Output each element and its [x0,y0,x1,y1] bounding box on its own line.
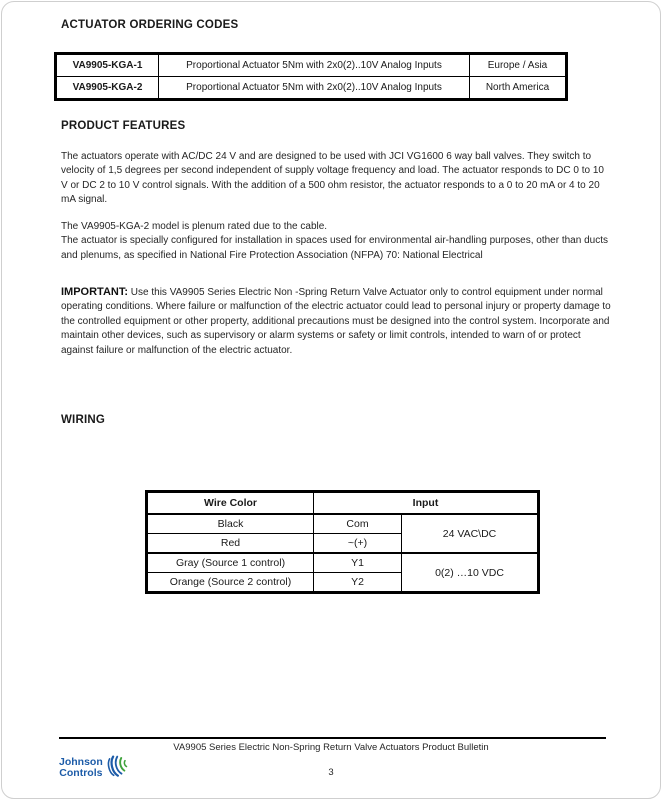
document-page [1,1,661,799]
model-region-cell: Europe / Asia [470,54,567,77]
table-row [147,514,539,534]
ordering-codes-heading: ACTUATOR ORDERING CODES [61,19,239,31]
model-description-cell: Proportional Actuator 5Nm with 2x0(2)..10V Analog Inputs [159,54,470,77]
model-description-cell: Proportional Actuator 5Nm with 2x0(2)..10V Analog Inputs [159,77,470,100]
model-code-cell: VA9905-KGA-2 [56,77,159,100]
ordering-codes-table [54,52,568,101]
plenum-rated-line: The VA9905-KGA-2 model is plenum rated due to the cable. [61,221,328,232]
model-region-cell: North America [470,77,567,100]
logo-line2: Controls [59,767,103,779]
important-label: IMPORTANT: [61,286,129,298]
table-row [147,553,539,573]
wire-color-cell: Gray (Source 1 control) [147,553,314,573]
input-header: Input [314,492,539,515]
logo-line1: Johnson [59,756,103,768]
wire-color-header: Wire Color [147,492,314,515]
features-paragraph-1: The actuators operate with AC/DC 24 V and are designed to be used with JCI VG1600 6 way ball valves. They switch to velocity of 1,5 degrees per second independent of supply voltage frequency and load. The actuator responds to DC 0 to 10 V or DC 2 to 10 V control signals. With the addition of a 500 ohm resistor, the actuator responds to a 0 to 20 mA or 4 to 20 mA signal. [61,151,604,206]
important-text: Use this VA9905 Series Electric Non -Spring Return Valve Actuator only to control equipment under normal operating conditions. Where failure or malfunction of the electric actuator could lead to personal injury or property damage to the controlled equipment or other property, additional precautions must be designed into the control system. Incorporate and maintain other devices, such as supervisory or alarm systems or safety or limit controls, intended to warn of or protect against failure or malfunction of the electric actuator. [61,287,611,356]
page-number: 3 [328,767,334,778]
footer-bulletin-title: VA9905 Series Electric Non-Spring Return Valve Actuators Product Bulletin [173,742,489,753]
table-row [56,54,567,77]
nfpa-line: The actuator is specially configured for installation in spaces used for environmental air-handling purposes, other than ducts and plenums, as specified in National Fire Protection Association (NFPA) 70: National Electrical [61,235,608,261]
wire-color-cell: Red [147,534,314,554]
input-group-cell: 24 VAC\DC [402,514,539,553]
wiring-table [145,490,540,594]
terminal-cell: Y1 [314,553,402,573]
table-header-row [147,492,539,515]
important-note [61,285,611,358]
features-paragraph-2 [61,220,609,263]
wire-color-cell: Orange (Source 2 control) [147,573,314,593]
wire-color-cell: Black [147,514,314,534]
terminal-cell: Y2 [314,573,402,593]
product-features-heading: PRODUCT FEATURES [61,120,186,132]
terminal-cell: ~(+) [314,534,402,554]
input-group-cell: 0(2) …10 VDC [402,553,539,593]
terminal-cell: Com [314,514,402,534]
footer-divider [59,737,606,739]
table-row [56,77,567,100]
wiring-heading: WIRING [61,414,105,426]
model-code-cell: VA9905-KGA-1 [56,54,159,77]
